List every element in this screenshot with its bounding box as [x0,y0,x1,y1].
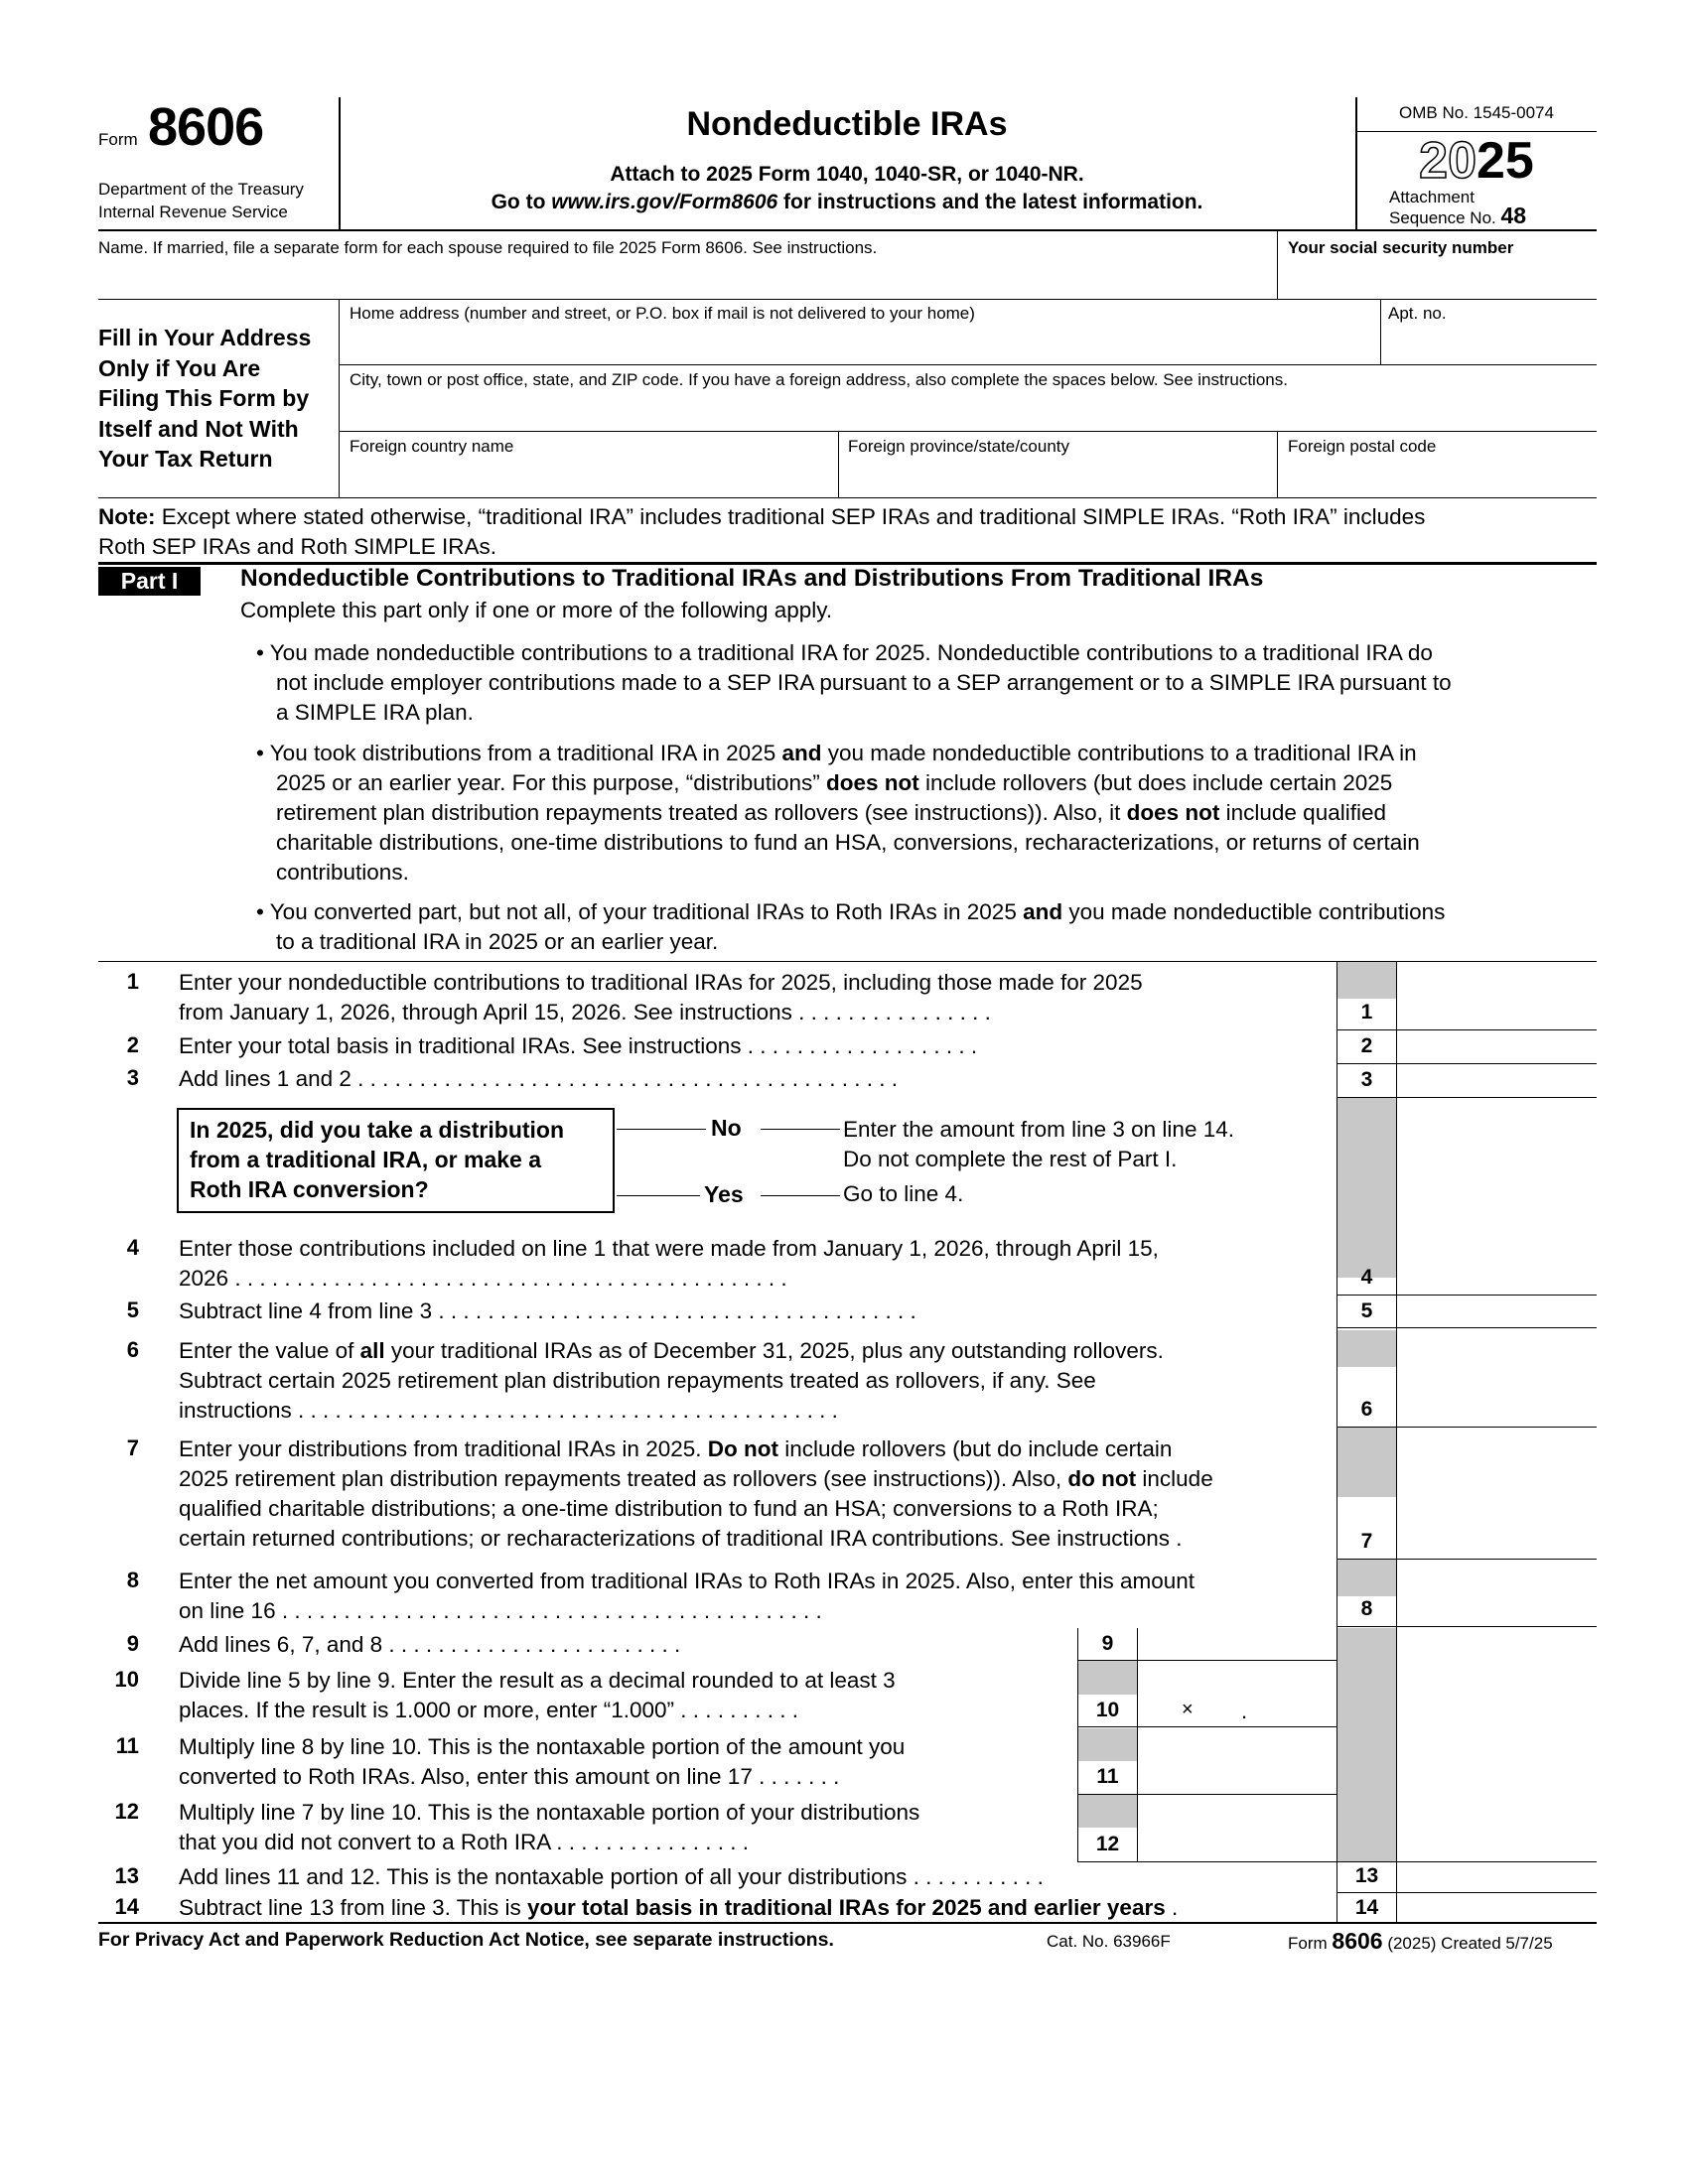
province-input[interactable] [842,459,1274,496]
box-num-3: 3 [1360,1068,1373,1091]
part1-title: Nondeductible Contributions to Traditional IRAs and Distributions From Traditional IRAs [240,565,1264,592]
answer-no[interactable]: No [711,1115,742,1141]
line-7-number: 7 [126,1435,139,1460]
line-2-number: 2 [126,1032,139,1057]
tax-year: 2025 [1419,132,1534,190]
address-side-label: Fill in Your Address Only if You Are Filing This Form by Itself and Not With Your Tax Return [98,325,312,472]
note-text: Note: Except where stated otherwise, “traditional IRA” includes traditional SEP IRAs and traditional SIMPLE IRAs. “Roth IRA” includes Roth SEP IRAs and Roth SIMPLE IRAs. [98,504,1426,559]
answer-no-instruction: Enter the amount from line 3 on line 14. Do not complete the rest of Part I. [843,1117,1234,1171]
postal-input[interactable] [1281,459,1595,496]
city-label: City, town or post office, state, and ZIP code. If you have a foreign address, also complete the spaces below. See instructions. [350,370,1288,389]
dept-treasury: Department of the Treasury [98,180,304,199]
irs-url[interactable]: www.irs.gov/Form8606 [551,191,778,213]
line-12-input[interactable] [1139,1830,1336,1860]
line-3-text: Add lines 1 and 2 . . . . . . . . . . . . . . . . . . . . . . . . . . . . . . . . . . . . . . . . . . . . [179,1066,898,1091]
line-5-number: 5 [126,1297,139,1322]
line-7-text: Enter your distributions from traditional IRAs in 2025. Do not include rollovers (but do include certain 2025 retirement plan distribution repayments treated as rollovers (see instructions)). Also, do not include qualified charitable distributions; a one-time distribution to fund an HSA; conversions to a Roth IRA; certain returned contributions; or recharacterizations of traditional IRA contributions. See instructions . [179,1436,1213,1551]
line-1-input[interactable] [1398,999,1595,1028]
line-6-input[interactable] [1398,1394,1595,1426]
box-num-1: 1 [1360,1001,1373,1024]
line-7-input[interactable] [1398,1526,1595,1558]
line-2-input[interactable] [1398,1031,1595,1062]
part1-tag: Part I [98,567,201,596]
line-10-text: Divide line 5 by line 9. Enter the result as a decimal rounded to at least 3 places. If the result is 1.000 or more, enter “1.000” . . . . . . . . . . [179,1668,896,1722]
form-number: 8606 [148,97,264,157]
box-num-10: 10 [1095,1699,1120,1721]
line-12-number: 12 [114,1799,139,1824]
line-4-text: Enter those contributions included on line 1 that were made from January 1, 2026, through April 15, 2026 . . . . . . . . . . . . . . . . . . . . . . . . . . . . . . . . . . . . . . . . . . . . . [179,1236,1159,1291]
line-13-text: Add lines 11 and 12. This is the nontaxable portion of all your distributions . . . . . . . . . . . [179,1864,1044,1889]
part1-subtitle: Complete this part only if one or more of the following apply. [240,598,833,622]
line-11-text: Multiply line 8 by line 10. This is the nontaxable portion of the amount you converted to Roth IRAs. Also, enter this amount on line 17 . . . . . . . [179,1734,906,1789]
apt-input[interactable] [1384,326,1595,363]
box-num-7: 7 [1360,1530,1373,1553]
line-8-text: Enter the net amount you converted from traditional IRAs to Roth IRAs in 2025. Also, enter this amount on line 16 . . . . . . . . . . . . . . . . . . . . . . . . . . . . . . . . . . . . . . . . . . . . [179,1569,1196,1623]
box-num-2: 2 [1360,1034,1373,1057]
line-10-decimal-point: . [1241,1699,1248,1723]
line-5-input[interactable] [1398,1297,1595,1326]
line-8-input[interactable] [1398,1594,1595,1625]
answer-yes[interactable]: Yes [704,1181,744,1207]
attachment-label: Attachment [1389,188,1475,206]
name-input[interactable] [98,260,1270,298]
line-11-number: 11 [115,1733,139,1758]
box-num-14: 14 [1354,1896,1379,1919]
line-11-input[interactable] [1139,1762,1336,1793]
bullet-3: • You converted part, but not all, of your traditional IRAs to Roth IRAs in 2025 and you made nondeductible contributions to a traditional IRA in 2025 or an earlier year. [256,899,1446,954]
answer-yes-instruction: Go to line 4. [843,1181,964,1206]
omb-number: OMB No. 1545-0074 [1399,103,1554,122]
line-14-number: 14 [114,1894,139,1919]
privacy-notice: For Privacy Act and Paperwork Reduction Act Notice, see separate instructions. [98,1929,834,1951]
line-4-number: 4 [126,1235,139,1260]
box-num-9: 9 [1101,1632,1114,1655]
line-12-text: Multiply line 7 by line 10. This is the nontaxable portion of your distributions that you did not convert to a Roth IRA . . . . . . . . . . . . . . . . [179,1800,920,1854]
attach-instruction: Attach to 2025 Form 1040, 1040-SR, or 1040-NR. [610,163,1084,186]
line-13-input[interactable] [1398,1862,1595,1891]
irs-label: Internal Revenue Service [98,203,288,221]
province-label: Foreign province/state/county [848,437,1070,456]
line-8-number: 8 [126,1568,139,1592]
box-num-4: 4 [1360,1266,1373,1289]
line-10-multiply-sign: × [1182,1699,1194,1720]
line-2-text: Enter your total basis in traditional IRAs. See instructions . . . . . . . . . . . . . . . . . . . [179,1033,978,1058]
box-num-8: 8 [1360,1597,1373,1620]
line-3-input[interactable] [1398,1065,1595,1096]
ssn-label: Your social security number [1288,238,1514,257]
line-9-number: 9 [126,1631,139,1656]
line-1-text: Enter your nondeductible contributions to traditional IRAs for 2025, including those made for 2025 from January 1, 2026, through April 15, 2026. See instructions . . . . . . . . . . . . . . . . [179,970,1143,1024]
postal-label: Foreign postal code [1288,437,1437,456]
city-input[interactable] [343,393,1594,431]
country-label: Foreign country name [350,437,514,456]
line-3-number: 3 [126,1065,139,1090]
line-6-number: 6 [126,1337,139,1362]
country-input[interactable] [343,459,834,496]
line-9-input[interactable] [1139,1629,1336,1659]
line-9-text: Add lines 6, 7, and 8 . . . . . . . . . . . . . . . . . . . . . . . . [179,1632,681,1657]
goto-instruction: Go to www.irs.gov/Form8606 for instructions and the latest information. [491,191,1203,213]
sequence-label: Sequence No. 48 [1389,203,1527,228]
line-13-number: 13 [114,1863,139,1888]
line-14-text: Subtract line 13 from line 3. This is your total basis in traditional IRAs for 2025 and earlier years . [179,1895,1179,1920]
bullet-1: • You made nondeductible contributions to a traditional IRA for 2025. Nondeductible contributions to a traditional IRA do not include employer contributions made to a SEP IRA pursuant to a SEP arrangement or to a SIMPLE IRA pursuant to a SIMPLE IRA plan. [256,640,1452,725]
form-label: Form [98,130,138,149]
line-10-input[interactable] [1139,1696,1336,1725]
home-address-input[interactable] [343,326,1375,363]
ssn-input[interactable] [1281,260,1595,298]
footer-form-id: Form 8606 (2025) Created 5/7/25 [1288,1928,1553,1954]
box-num-13: 13 [1354,1864,1379,1887]
apt-label: Apt. no. [1388,304,1447,323]
line-4-input[interactable] [1398,1263,1595,1294]
form-title: Nondeductible IRAs [686,105,1008,143]
name-label: Name. If married, file a separate form for each spouse required to file 2025 Form 8606. See instructions. [98,238,878,257]
line-1-number: 1 [126,969,139,994]
home-address-label: Home address (number and street, or P.O. box if mail is not delivered to your home) [350,304,975,323]
distribution-question: In 2025, did you take a distribution from a traditional IRA, or make a Roth IRA conversion? [190,1117,565,1202]
line-10-number: 10 [114,1667,139,1692]
line-14-input[interactable] [1398,1893,1595,1921]
box-num-6: 6 [1360,1398,1373,1421]
box-num-11: 11 [1096,1765,1119,1788]
box-num-12: 12 [1095,1833,1120,1855]
catalog-number: Cat. No. 63966F [1047,1932,1171,1951]
line-5-text: Subtract line 4 from line 3 . . . . . . . . . . . . . . . . . . . . . . . . . . . . . . . . . . . . . . . [179,1298,916,1323]
box-num-5: 5 [1360,1299,1373,1322]
bullet-2: • You took distributions from a traditional IRA in 2025 and you made nondeductible contributions to a traditional IRA in 2025 or an earlier year. For this purpose, “distributions” does not include rollovers (but does include certain 2025 retirement plan distribution repayments treated as rollovers (see instructions)). Also, it does not include qualified charitable distributions, one-time distributions to fund an HSA, conversions, recharacterizations, or returns of certain contributions. [256,741,1420,885]
line-6-text: Enter the value of all your traditional IRAs as of December 31, 2025, plus any outstanding rollovers. Subtract certain 2025 retirement plan distribution repayments treated as rollovers, if any. See instructions . . . . . . . . . . . . . . . . . . . . . . . . . . . . . . . . . . . . . . . . . . . . [179,1338,1164,1423]
